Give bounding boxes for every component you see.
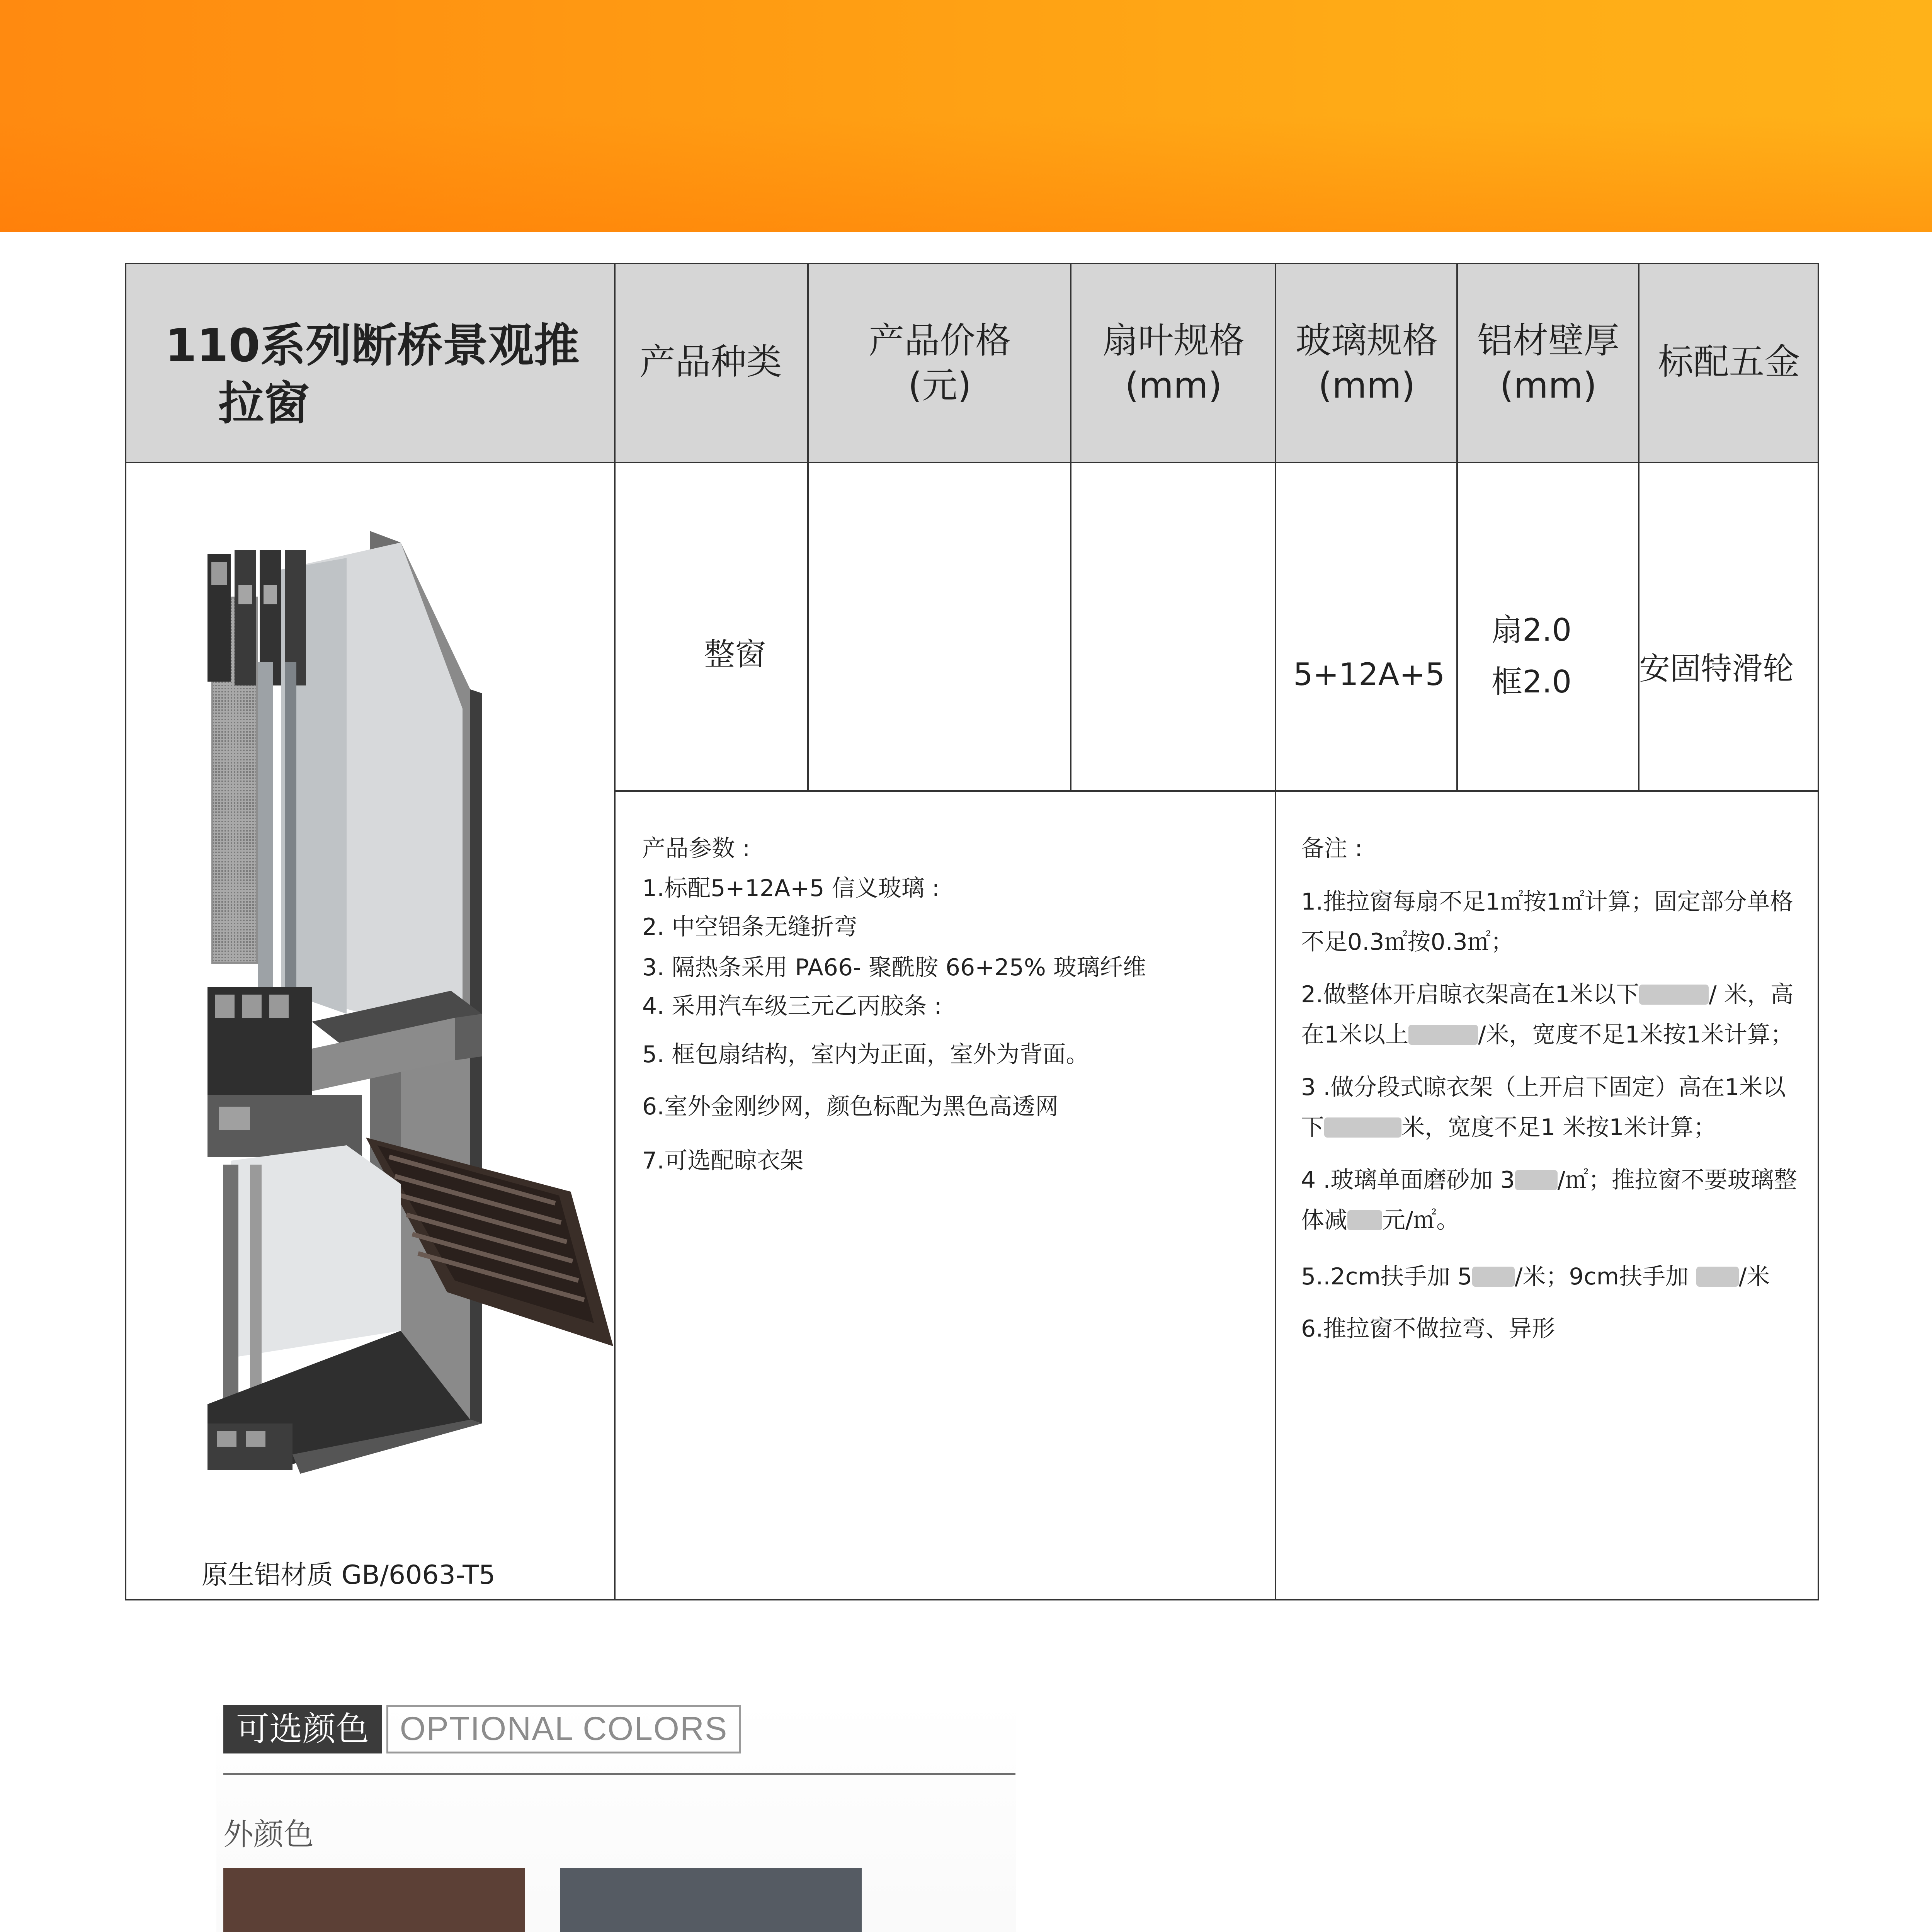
thickness-frame: 框2.0 [1492, 664, 1572, 700]
col-header-type-label: 产品种类 [639, 341, 782, 383]
col-header-thickness-label: 铝材壁厚 [1477, 320, 1619, 361]
product-title [165, 316, 579, 432]
remark-4-text-c: 体减 [1301, 1207, 1347, 1234]
divider [614, 790, 1818, 792]
redacted-price [1472, 1267, 1515, 1287]
color-swatch-outer-titanium-gray[interactable] [560, 1868, 862, 1932]
remark-2 [1301, 975, 1794, 1055]
params-item: 3. 隔热条采用 PA66- 聚酰胺 66+25% 玻璃纤维 [642, 954, 1146, 981]
params-item: 5. 框包扇结构，室内为正面，室外为背面。 [642, 1041, 1089, 1068]
remark-5-text-b: /米；9cm扶手加 [1515, 1263, 1689, 1290]
remark-3-line1: 3 .做分段式晾衣架（上开启下固定）高在1米以 [1301, 1074, 1786, 1101]
thickness-value [1492, 604, 1571, 708]
remark-3-text-a: 下 [1301, 1114, 1324, 1141]
params-item: 7.可选配晾衣架 [642, 1147, 804, 1174]
col-header-thickness [1458, 318, 1639, 408]
hardware-value: 安固特滑轮 [1639, 651, 1794, 687]
remark-2-line1 [1301, 975, 1794, 1015]
remark-4-line2 [1301, 1200, 1797, 1240]
product-title-line2: 拉窗 [218, 377, 310, 430]
window-profile-image [184, 527, 629, 1485]
divider [807, 264, 809, 791]
optional-colors-panel [216, 1700, 1016, 1932]
remark-6: 6.推拉窗不做拉弯、异形 [1301, 1315, 1555, 1342]
params-heading: 产品参数 : [642, 835, 750, 862]
divider [1456, 264, 1458, 791]
product-type-value: 整窗 [704, 636, 766, 672]
col-header-hardware-label: 标配五金 [1658, 341, 1800, 383]
optional-colors-tag-en: OPTIONAL COLORS [386, 1705, 741, 1753]
remark-5 [1301, 1257, 1770, 1297]
redacted-price [1696, 1267, 1739, 1287]
color-swatch-outer-coffee[interactable] [223, 1868, 525, 1932]
redacted-price [1639, 985, 1709, 1005]
remark-1-line1: 1.推拉窗每扇不足1㎡按1㎡计算；固定部分单格 [1301, 888, 1793, 915]
thickness-sash: 扇2.0 [1492, 612, 1572, 648]
remark-2-text-c: 在1米以上 [1301, 1021, 1409, 1048]
remark-4 [1301, 1160, 1797, 1240]
top-banner [0, 0, 1932, 232]
remark-1 [1301, 882, 1793, 962]
glass-spec-value: 5+12A+5 [1293, 656, 1445, 692]
col-header-type [615, 340, 806, 384]
remark-4-text-a: 4 .玻璃单面磨砂加 3 [1301, 1167, 1515, 1194]
divider [1275, 264, 1276, 1599]
outer-color-label: 外颜色 [223, 1817, 314, 1852]
product-title-line1: 110系列断桥景观推 [165, 319, 580, 372]
divider [223, 1773, 1015, 1775]
remark-4-text-b: /㎡；推拉窗不要玻璃整 [1557, 1167, 1797, 1194]
params-item: 1.标配5+12A+5 信义玻璃 : [642, 875, 940, 902]
spec-table [125, 263, 1819, 1600]
col-header-price-unit: (元) [908, 365, 971, 406]
col-header-sash-unit: (mm) [1125, 365, 1222, 406]
remark-2-text-b: / 米，高 [1709, 981, 1794, 1008]
divider [1070, 264, 1071, 791]
divider [126, 462, 1818, 463]
image-caption: 原生铝材质 GB/6063-T5 [202, 1560, 496, 1590]
redacted-price [1408, 1025, 1478, 1045]
col-header-price-label: 产品价格 [868, 320, 1011, 361]
col-header-thickness-unit: (mm) [1500, 365, 1597, 406]
optional-colors-tag-cn: 可选颜色 [223, 1705, 382, 1753]
params-item: 4. 采用汽车级三元乙丙胶条 : [642, 993, 942, 1020]
remark-5-text-a: 5..2cm扶手加 5 [1301, 1263, 1473, 1290]
remark-2-text-d: /米，宽度不足1米按1米计算； [1478, 1021, 1794, 1048]
col-header-glass-unit: (mm) [1318, 365, 1415, 406]
remark-1-line2: 不足0.3㎡按0.3㎡； [1301, 929, 1514, 956]
col-header-sash [1071, 318, 1276, 408]
params-item: 2. 中空铝条无缝折弯 [642, 913, 857, 940]
remark-2-line2 [1301, 1015, 1794, 1055]
col-header-glass-label: 玻璃规格 [1295, 320, 1438, 361]
remark-4-text-d: 元/㎡。 [1382, 1207, 1460, 1234]
divider [1638, 264, 1639, 791]
redacted-price [1347, 1210, 1382, 1230]
remark-5-text-c: /米 [1739, 1263, 1770, 1290]
remark-2-text-a: 2.做整体开启晾衣架高在1米以下 [1301, 981, 1639, 1008]
remarks-heading: 备注 : [1301, 835, 1363, 862]
redacted-price [1324, 1117, 1401, 1138]
col-header-price [808, 318, 1071, 408]
col-header-hardware [1639, 340, 1819, 384]
col-header-glass [1276, 318, 1458, 408]
params-item: 6.室外金刚纱网，颜色标配为黑色高透网 [642, 1093, 1059, 1120]
remark-4-line1 [1301, 1160, 1797, 1200]
remark-3-line2 [1301, 1107, 1786, 1148]
redacted-price [1515, 1170, 1558, 1190]
remark-3-text-b: 米，宽度不足1 米按1米计算； [1401, 1114, 1717, 1141]
col-header-sash-label: 扇叶规格 [1102, 320, 1245, 361]
remark-3 [1301, 1067, 1786, 1148]
